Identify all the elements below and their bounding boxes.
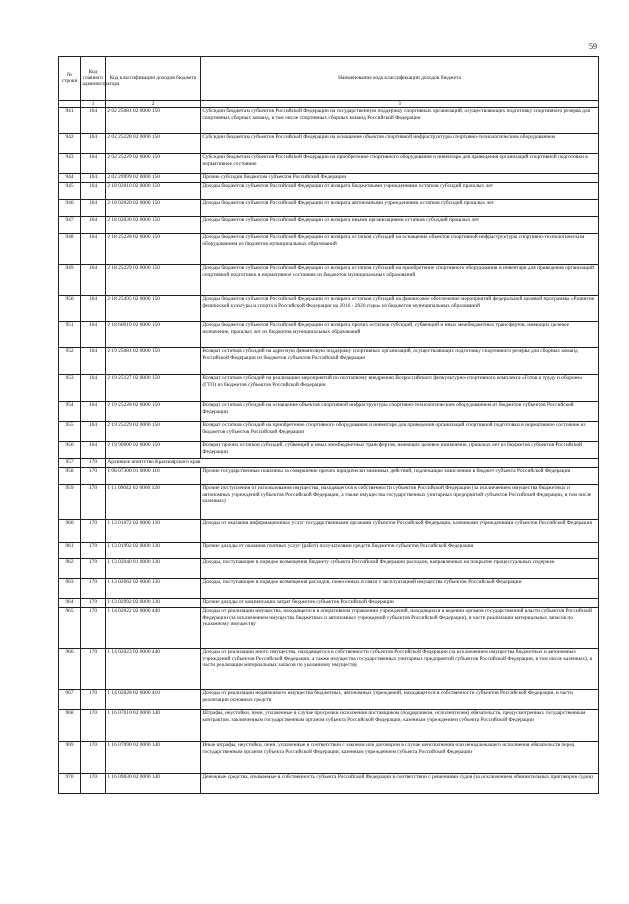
table-row	[59, 422, 599, 442]
code-name-cell: Прочие поступления от использования имущества, находящегося в собственности субъектов Российской Федерации (за исключением имущества бюджетных и автономных учреждений субъектов Российской Федерации, а также имущества государственных унитарных предприятий субъектов Российской Федерации, в том числе казенных)	[201, 485, 599, 520]
admin-code-cell: 164	[81, 174, 106, 183]
code-name-cell: Возврат остатков субсидий на приобретение спортивного оборудования и инвентаря для приведения организаций спортивной подготовки в нормативное состояние из бюджетов субъектов Российской Федерации	[201, 422, 599, 442]
classification-code-cell: 1 11 09042 02 0000 120	[106, 485, 201, 520]
code-name-cell: Доходы, поступающие в порядке возмещения расходов, понесенных в связи с эксплуатацией имущества субъектов Российской Федерации	[201, 579, 599, 599]
row-number-cell: 963	[59, 579, 81, 599]
code-name-cell: Иные штрафы, неустойки, пени, уплаченные в соответствии с законом или договором в случае неисполнения или ненадлежащего исполнения обязательств перед государственным органом субъекта Российской Федерации, казенным учреждением субъекта Российской Федерации	[201, 742, 599, 774]
code-name-cell: Прочие государственные пошлины за совершение прочих юридически значимых действий, подлежащие зачислению в бюджет субъекта Российской Федерации	[201, 468, 599, 485]
code-name-cell: Возврат остатков субсидий на адресную финансовую поддержку спортивных организаций, осуществляющих подготовку спортивного резерва для сборных команд Российской Федерации из бюджетов субъектов Российской Федерации	[201, 348, 599, 375]
row-number-cell: 954	[59, 402, 81, 422]
row-number-cell: 941	[59, 108, 81, 134]
row-number-cell: 962	[59, 559, 81, 579]
table-row	[59, 543, 599, 559]
table-row	[59, 520, 599, 543]
classification-code-cell: 2 18 02010 02 0000 150	[106, 183, 201, 200]
table-row	[59, 174, 599, 183]
admin-code-cell: 164	[81, 348, 106, 375]
revenue-codes-table	[58, 56, 599, 794]
admin-code-cell: 164	[81, 217, 106, 234]
row-number-cell: 942	[59, 134, 81, 154]
table-row	[59, 402, 599, 422]
classification-code-cell: 2 19 25228 02 0000 150	[106, 402, 201, 422]
classification-code-cell: 2 02 25081 02 0000 150	[106, 108, 201, 134]
row-number-cell: 961	[59, 543, 81, 559]
classification-code-cell: 1 14 02028 02 0000 410	[106, 690, 201, 710]
header-admin-code: Код главного администратора	[81, 57, 106, 101]
code-name-cell: Доходы от оказания информационных услуг государственными органами субъектов Российской Федерации, казенными учреждениями субъектов Российской Федерации	[201, 520, 599, 543]
classification-code-cell: 2 18 25229 02 0000 150	[106, 265, 201, 296]
classification-code-cell: 1 13 01072 02 0000 130	[106, 520, 201, 543]
code-name-cell: Доходы бюджетов субъектов Российской Федерации от возврата бюджетными учреждениями остатков субсидий прошлых лет	[201, 183, 599, 200]
code-name-cell: Прочие доходы от оказания платных услуг (работ) получателями средств бюджетов субъектов Российской Федерации	[201, 543, 599, 559]
row-number-cell: 945	[59, 183, 81, 200]
table-row	[59, 649, 599, 690]
classification-code-cell: 1 08 07300 01 0000 110	[106, 468, 201, 485]
admin-code-cell: 164	[81, 322, 106, 348]
admin-code-cell: 170	[81, 579, 106, 599]
admin-code-cell: 164	[81, 134, 106, 154]
row-number-cell: 943	[59, 154, 81, 174]
row-number-cell: 970	[59, 774, 81, 794]
row-number-cell: 965	[59, 608, 81, 649]
row-number-cell: 956	[59, 442, 81, 459]
classification-code-cell: 2 18 02020 02 0000 150	[106, 200, 201, 217]
table-row	[59, 134, 599, 154]
row-number-cell: 968	[59, 710, 81, 742]
admin-code-cell: 170	[81, 608, 106, 649]
code-name-cell: Доходы бюджетов субъектов Российской Федерации от возврата остатков субсидий на финансовое обеспечение мероприятий федеральной целевой программы «Развитие физической культуры и спорта в Российской Федерации на 2016 - 2020 годы» из бюджетов муниципальных образований	[201, 296, 599, 322]
admin-code-cell: 170	[81, 742, 106, 774]
table-row	[59, 485, 599, 520]
row-number-cell: 952	[59, 348, 81, 375]
table-row	[59, 154, 599, 174]
admin-code-cell: 164	[81, 183, 106, 200]
row-number-cell: 947	[59, 217, 81, 234]
row-number-cell: 946	[59, 200, 81, 217]
admin-code-cell: 170	[81, 649, 106, 690]
admin-code-cell: 170	[81, 710, 106, 742]
column-index: 3	[201, 100, 599, 108]
table-row	[59, 375, 599, 402]
admin-code-cell: 164	[81, 402, 106, 422]
table-row	[59, 599, 599, 608]
admin-code-cell: 170	[81, 559, 106, 579]
row-number-cell: 944	[59, 174, 81, 183]
code-name-cell: Доходы от реализации имущества, находящегося в оперативном управлении учреждений, находящихся в ведении органов государственной власти субъектов Российской Федерации (за исключением имущества бюджетных и автономных учреждений субъектов Российской Федерации), в части реализации материальных запасов по указанному имуществу	[201, 608, 599, 649]
admin-name-cell: Архивное агентство Красноярского края	[106, 459, 599, 468]
table-row	[59, 608, 599, 649]
page-number: 59	[589, 42, 597, 51]
classification-code-cell: 2 19 25081 02 0000 150	[106, 348, 201, 375]
code-name-cell: Доходы, поступающие в порядке возмещения бюджету субъекта Российской Федерации расходов, направленных на покрытие процессуальных издержек	[201, 559, 599, 579]
table-row	[59, 559, 599, 579]
code-name-cell: Доходы бюджетов субъектов Российской Федерации от возврата иными организациями остатков субсидий прошлых лет	[201, 217, 599, 234]
table-row	[59, 234, 599, 265]
column-index: 2	[106, 100, 201, 108]
admin-code-cell: 164	[81, 108, 106, 134]
admin-code-cell: 164	[81, 265, 106, 296]
classification-code-cell: 1 16 09030 02 0000 140	[106, 774, 201, 794]
classification-code-cell: 2 19 25127 02 0000 150	[106, 375, 201, 402]
row-number-cell: 953	[59, 375, 81, 402]
column-index: 1	[81, 100, 106, 108]
classification-code-cell: 1 13 02992 02 0000 130	[106, 599, 201, 608]
code-name-cell: Доходы бюджетов субъектов Российской Федерации от возврата остатков субсидий на оснащение объектов спортивной инфраструктуры спортивно-технологическим оборудованием из бюджетов муниципальных образований	[201, 234, 599, 265]
row-number-cell: 950	[59, 296, 81, 322]
admin-code-cell: 164	[81, 296, 106, 322]
row-number-cell: 957	[59, 459, 81, 468]
table-row	[59, 296, 599, 322]
code-name-cell: Субсидии бюджетам субъектов Российской Федерации на оснащение объектов спортивной инфраструктуры спортивно-технологическим оборудованием	[201, 134, 599, 154]
table-row	[59, 217, 599, 234]
classification-code-cell: 2 18 60010 02 0000 150	[106, 322, 201, 348]
table-row	[59, 774, 599, 794]
code-name-cell: Субсидии бюджетам субъектов Российской Федерации на государственную поддержку спортивных организаций, осуществляющих подготовку спортивного резерва для спортивных сборных команд, в том числе спортивных сборных команд Российской Федерации	[201, 108, 599, 134]
row-number-cell: 969	[59, 742, 81, 774]
code-name-cell: Субсидии бюджетам субъектов Российской Федерации на приобретение спортивного оборудования и инвентаря для приведения организаций спортивной подготовки в нормативное состояние	[201, 154, 599, 174]
classification-code-cell: 2 02 25228 02 0000 150	[106, 134, 201, 154]
table-row	[59, 742, 599, 774]
admin-code-cell: 164	[81, 422, 106, 442]
admin-code-cell: 170	[81, 599, 106, 608]
admin-code-cell: 164	[81, 154, 106, 174]
classification-code-cell: 1 13 02040 01 0000 130	[106, 559, 201, 579]
admin-code-cell: 170	[81, 485, 106, 520]
admin-code-cell: 170	[81, 690, 106, 710]
header-code-name: Наименование кода классификации доходов бюджета	[201, 57, 599, 101]
classification-code-cell: 2 18 02030 02 0000 150	[106, 217, 201, 234]
code-name-cell: Прочие доходы от компенсации затрат бюджетов субъектов Российской Федерации	[201, 599, 599, 608]
classification-code-cell: 2 19 25229 02 0000 150	[106, 422, 201, 442]
code-name-cell: Доходы бюджетов субъектов Российской Федерации от возврата прочих остатков субсидий, субвенций и иных межбюджетных трансфертов, имеющих целевое назначение, прошлых лет из бюджетов муниципальных образований	[201, 322, 599, 348]
admin-code-cell: 170	[81, 459, 106, 468]
classification-code-cell: 1 16 07090 02 0000 140	[106, 742, 201, 774]
classification-code-cell: 1 13 02062 02 0000 130	[106, 579, 201, 599]
table-row	[59, 468, 599, 485]
table-row	[59, 183, 599, 200]
code-name-cell: Возврат остатков субсидий на оснащение объектов спортивной инфраструктуры спортивно-технологическим оборудованием из бюджетов субъектов Российской Федерации	[201, 402, 599, 422]
admin-code-cell: 164	[81, 234, 106, 265]
code-name-cell: Возврат остатков субсидий на реализацию мероприятий по поэтапному внедрению Всероссийского физкультурно-спортивного комплекса «Готов к труду и обороне» (ГТО) из бюджетов субъектов Российской Федерации	[201, 375, 599, 402]
table-row	[59, 265, 599, 296]
row-number-cell: 967	[59, 690, 81, 710]
table-row	[59, 348, 599, 375]
classification-code-cell: 2 02 25229 02 0000 150	[106, 154, 201, 174]
classification-code-cell: 2 02 29999 02 0000 150	[106, 174, 201, 183]
row-number-cell: 951	[59, 322, 81, 348]
code-name-cell: Доходы от реализации недвижимого имущества бюджетных, автономных учреждений, находящегося в собственности субъектов Российской Федерации, в части реализации основных средств	[201, 690, 599, 710]
row-number-cell: 964	[59, 599, 81, 608]
header-classification-code: Код классификации доходов бюджета	[106, 57, 201, 101]
column-index	[59, 100, 81, 108]
table-row	[59, 442, 599, 459]
admin-code-cell: 164	[81, 200, 106, 217]
code-name-cell: Возврат прочих остатков субсидий, субвенций и иных межбюджетных трансфертов, имеющих целевое назначение, прошлых лет из бюджетов субъектов Российской Федерации	[201, 442, 599, 459]
code-name-cell: Доходы от реализации иного имущества, находящегося в собственности субъектов Российской Федерации (за исключением имущества бюджетных и автономных учреждений субъектов Российской Федерации, а также имущества государственных унитарных предприятий субъектов Российской Федерации, в том числе казенных), в части реализации материальных запасов по указанному имуществу	[201, 649, 599, 690]
table-row	[59, 459, 599, 468]
code-name-cell: Доходы бюджетов субъектов Российской Федерации от возврата остатков субсидий на приобретение спортивного оборудования и инвентаря для приведения организаций спортивной подготовки в нормативное состояние из бюджетов муниципальных образований	[201, 265, 599, 296]
admin-code-cell: 164	[81, 375, 106, 402]
row-number-cell: 949	[59, 265, 81, 296]
row-number-cell: 948	[59, 234, 81, 265]
code-name-cell: Доходы бюджетов субъектов Российской Федерации от возврата автономными учреждениями остатков субсидий прошлых лет	[201, 200, 599, 217]
admin-code-cell: 164	[81, 442, 106, 459]
table-row	[59, 579, 599, 599]
code-name-cell: Денежные средства, изымаемые в собственность субъекта Российской Федерации в соответствии с решениями судов (за исключением обвинительных приговоров судов)	[201, 774, 599, 794]
table-row	[59, 200, 599, 217]
admin-code-cell: 170	[81, 774, 106, 794]
code-name-cell: Штрафы, неустойки, пени, уплаченные в случае просрочки исполнения поставщиком (подрядчиком, исполнителем) обязательств, предусмотренных государственным контрактом, заключенным государственным органом субъекта Российской Федерации, казенным учреждением субъекта Российской Федерации	[201, 710, 599, 742]
header-row-number: № строки	[59, 57, 81, 101]
classification-code-cell: 1 14 02023 02 0000 440	[106, 649, 201, 690]
table-row	[59, 108, 599, 134]
classification-code-cell: 2 18 25228 02 0000 150	[106, 234, 201, 265]
admin-code-cell: 170	[81, 520, 106, 543]
row-number-cell: 959	[59, 485, 81, 520]
table-row	[59, 690, 599, 710]
row-number-cell: 960	[59, 520, 81, 543]
classification-code-cell: 2 18 25495 02 0000 150	[106, 296, 201, 322]
table-row	[59, 710, 599, 742]
row-number-cell: 966	[59, 649, 81, 690]
classification-code-cell: 1 13 01992 02 0000 130	[106, 543, 201, 559]
table-row	[59, 322, 599, 348]
code-name-cell: Прочие субсидии бюджетам субъектов Российской Федерации	[201, 174, 599, 183]
admin-code-cell: 170	[81, 543, 106, 559]
classification-code-cell: 1 14 02022 02 0000 440	[106, 608, 201, 649]
row-number-cell: 958	[59, 468, 81, 485]
classification-code-cell: 1 16 07010 02 0000 140	[106, 710, 201, 742]
admin-code-cell: 170	[81, 468, 106, 485]
row-number-cell: 955	[59, 422, 81, 442]
classification-code-cell: 2 19 90000 02 0000 150	[106, 442, 201, 459]
